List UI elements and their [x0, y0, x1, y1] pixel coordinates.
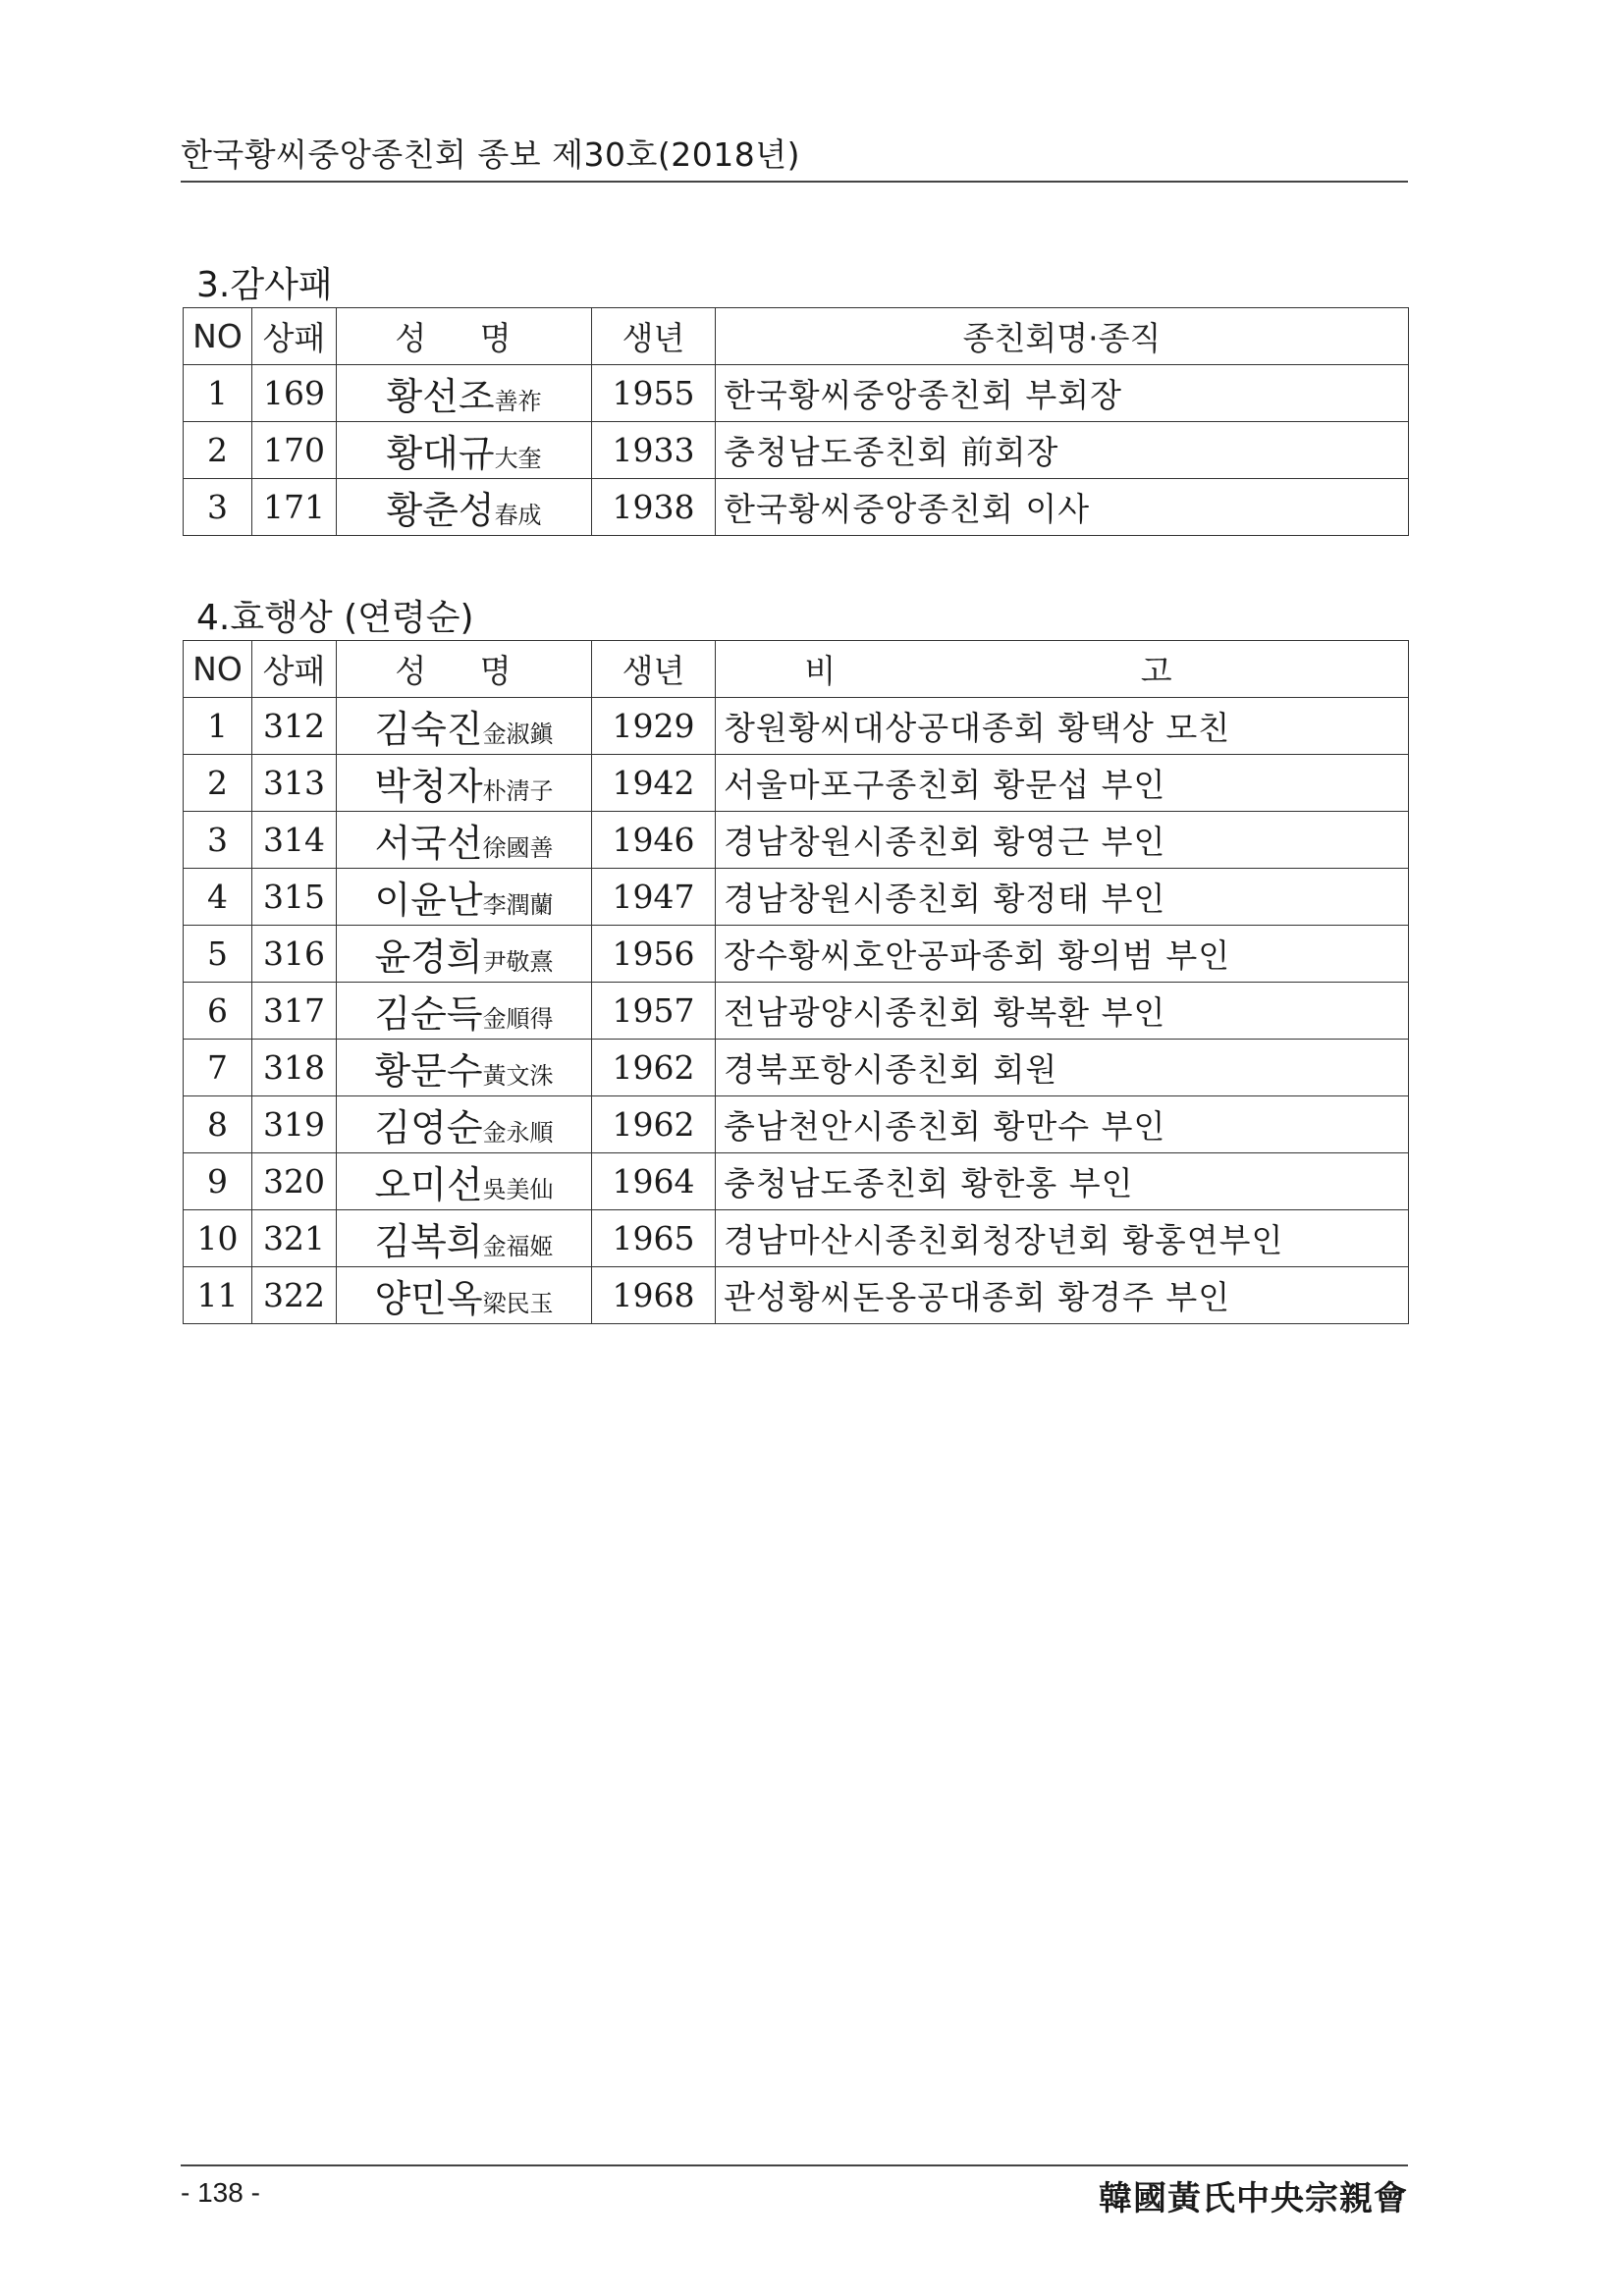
- korean-name: 황춘성: [386, 489, 495, 532]
- korean-name: 김순득: [374, 992, 483, 1036]
- hanja-name: 梁民玉: [482, 1290, 554, 1317]
- hanja-name: 黃文洙: [482, 1062, 554, 1090]
- hanja-name: 朴淸子: [482, 777, 554, 805]
- section-4-title: 4.효행상 (연령순): [196, 598, 474, 638]
- table-row: [184, 1096, 1409, 1153]
- hanja-name: 徐國善: [482, 834, 554, 862]
- note-cell: 충청남도종친회 황한홍 부인: [716, 1153, 1409, 1210]
- row-number-cell: 9: [184, 1153, 252, 1210]
- korean-name: 윤경희: [374, 935, 483, 979]
- korean-name: 김복희: [374, 1220, 483, 1263]
- birth-year-cell: 1962: [592, 1040, 716, 1096]
- birth-year-cell: 1962: [592, 1096, 716, 1153]
- name-cell: [337, 1040, 592, 1096]
- korean-name: 박청자: [374, 765, 483, 808]
- table-row: [184, 1040, 1409, 1096]
- column-header-name: 성 명: [337, 641, 592, 698]
- birth-year-cell: 1938: [592, 479, 716, 536]
- name-cell: [337, 1210, 592, 1267]
- note-cell: 한국황씨중앙종친회 부회장: [716, 365, 1409, 422]
- table-row: [184, 698, 1409, 755]
- plaque-number-cell: 316: [252, 926, 337, 983]
- korean-name: 오미선: [374, 1163, 483, 1206]
- plaque-number-cell: 169: [252, 365, 337, 422]
- hanja-name: 大奎: [494, 445, 542, 472]
- hanja-name: 金永順: [482, 1119, 554, 1147]
- name-cell: [337, 983, 592, 1040]
- page-header-title: 한국황씨중앙종친회 종보 제30호(2018년): [181, 135, 800, 174]
- table-row: [184, 755, 1409, 812]
- birth-year-cell: 1946: [592, 812, 716, 869]
- birth-year-cell: 1929: [592, 698, 716, 755]
- korean-name: 황대규: [386, 432, 495, 475]
- korean-name: 김숙진: [374, 708, 483, 751]
- korean-name: 서국선: [374, 822, 483, 865]
- name-cell: [337, 698, 592, 755]
- table-row: [184, 1153, 1409, 1210]
- korean-name: 이윤난: [374, 879, 483, 922]
- page-number: - 138 -: [181, 2177, 260, 2208]
- column-header-birth-year: 생년: [592, 641, 716, 698]
- row-number-cell: 1: [184, 365, 252, 422]
- row-number-cell: 2: [184, 755, 252, 812]
- name-cell: [337, 1267, 592, 1324]
- column-header-remarks: 비 고: [716, 641, 1409, 698]
- name-cell: [337, 1153, 592, 1210]
- korean-name: 김영순: [374, 1106, 483, 1149]
- name-cell: [337, 926, 592, 983]
- birth-year-cell: 1957: [592, 983, 716, 1040]
- note-cell: 장수황씨호안공파종회 황의범 부인: [716, 926, 1409, 983]
- filial-piety-award-table: [183, 640, 1409, 1324]
- row-number-cell: 3: [184, 812, 252, 869]
- hanja-name: 金順得: [482, 1005, 554, 1033]
- section-3-title: 3.감사패: [196, 265, 333, 305]
- plaque-number-cell: 314: [252, 812, 337, 869]
- hanja-name: 金淑鎭: [482, 721, 554, 748]
- name-cell: [337, 812, 592, 869]
- hanja-name: 李潤蘭: [482, 891, 554, 919]
- korean-name: 양민옥: [374, 1277, 483, 1320]
- table-row: [184, 422, 1409, 479]
- row-number-cell: 10: [184, 1210, 252, 1267]
- row-number-cell: 4: [184, 869, 252, 926]
- note-cell: 충청남도종친회 前회장: [716, 422, 1409, 479]
- row-number-cell: 3: [184, 479, 252, 536]
- plaque-of-appreciation-table: [183, 307, 1409, 536]
- hanja-name: 吳美仙: [482, 1176, 554, 1203]
- column-header-association-position: 종친회명·종직: [716, 308, 1409, 365]
- table-row: [184, 365, 1409, 422]
- name-cell: [337, 422, 592, 479]
- note-cell: 경남창원시종친회 황정태 부인: [716, 869, 1409, 926]
- row-number-cell: 5: [184, 926, 252, 983]
- column-header-plaque: 상패: [252, 308, 337, 365]
- hanja-name: 善祚: [494, 388, 542, 415]
- row-number-cell: 6: [184, 983, 252, 1040]
- row-number-cell: 11: [184, 1267, 252, 1324]
- note-cell: 한국황씨중앙종친회 이사: [716, 479, 1409, 536]
- plaque-number-cell: 320: [252, 1153, 337, 1210]
- plaque-number-cell: 315: [252, 869, 337, 926]
- plaque-number-cell: 319: [252, 1096, 337, 1153]
- name-cell: [337, 869, 592, 926]
- hanja-name: 尹敬熹: [482, 948, 554, 976]
- note-cell: 창원황씨대상공대종회 황택상 모친: [716, 698, 1409, 755]
- note-cell: 경남창원시종친회 황영근 부인: [716, 812, 1409, 869]
- plaque-number-cell: 318: [252, 1040, 337, 1096]
- korean-name: 황문수: [374, 1049, 483, 1093]
- birth-year-cell: 1956: [592, 926, 716, 983]
- column-header-no: NO: [184, 641, 252, 698]
- birth-year-cell: 1965: [592, 1210, 716, 1267]
- birth-year-cell: 1964: [592, 1153, 716, 1210]
- table-row: [184, 983, 1409, 1040]
- note-cell: 전남광양시종친회 황복환 부인: [716, 983, 1409, 1040]
- column-header-name: 성 명: [337, 308, 592, 365]
- birth-year-cell: 1933: [592, 422, 716, 479]
- note-cell: 경북포항시종친회 회원: [716, 1040, 1409, 1096]
- row-number-cell: 8: [184, 1096, 252, 1153]
- column-header-no: NO: [184, 308, 252, 365]
- note-cell: 경남마산시종친회청장년회 황홍연부인: [716, 1210, 1409, 1267]
- column-header-plaque: 상패: [252, 641, 337, 698]
- column-header-birth-year: 생년: [592, 308, 716, 365]
- note-cell: 충남천안시종친회 황만수 부인: [716, 1096, 1409, 1153]
- table-row: [184, 926, 1409, 983]
- table-row: [184, 1267, 1409, 1324]
- hanja-name: 金福姬: [482, 1233, 554, 1260]
- plaque-number-cell: 171: [252, 479, 337, 536]
- note-cell: 서울마포구종친회 황문섭 부인: [716, 755, 1409, 812]
- table-row: [184, 479, 1409, 536]
- korean-name: 황선조: [386, 375, 495, 418]
- birth-year-cell: 1955: [592, 365, 716, 422]
- row-number-cell: 1: [184, 698, 252, 755]
- name-cell: [337, 1096, 592, 1153]
- table-header-row: [184, 308, 1409, 365]
- table-row: [184, 1210, 1409, 1267]
- birth-year-cell: 1942: [592, 755, 716, 812]
- plaque-number-cell: 170: [252, 422, 337, 479]
- plaque-number-cell: 317: [252, 983, 337, 1040]
- name-cell: [337, 365, 592, 422]
- plaque-number-cell: 313: [252, 755, 337, 812]
- table-row: [184, 869, 1409, 926]
- name-cell: [337, 479, 592, 536]
- table-header-row: [184, 641, 1409, 698]
- birth-year-cell: 1947: [592, 869, 716, 926]
- plaque-number-cell: 321: [252, 1210, 337, 1267]
- name-cell: [337, 755, 592, 812]
- footer-divider: [181, 2164, 1408, 2166]
- header-divider: [181, 181, 1408, 183]
- note-cell: 관성황씨돈옹공대종회 황경주 부인: [716, 1267, 1409, 1324]
- organization-name: 韓國黃氏中央宗親會: [1099, 2179, 1408, 2218]
- row-number-cell: 7: [184, 1040, 252, 1096]
- birth-year-cell: 1968: [592, 1267, 716, 1324]
- plaque-number-cell: 322: [252, 1267, 337, 1324]
- table-row: [184, 812, 1409, 869]
- plaque-number-cell: 312: [252, 698, 337, 755]
- row-number-cell: 2: [184, 422, 252, 479]
- hanja-name: 春成: [494, 502, 542, 529]
